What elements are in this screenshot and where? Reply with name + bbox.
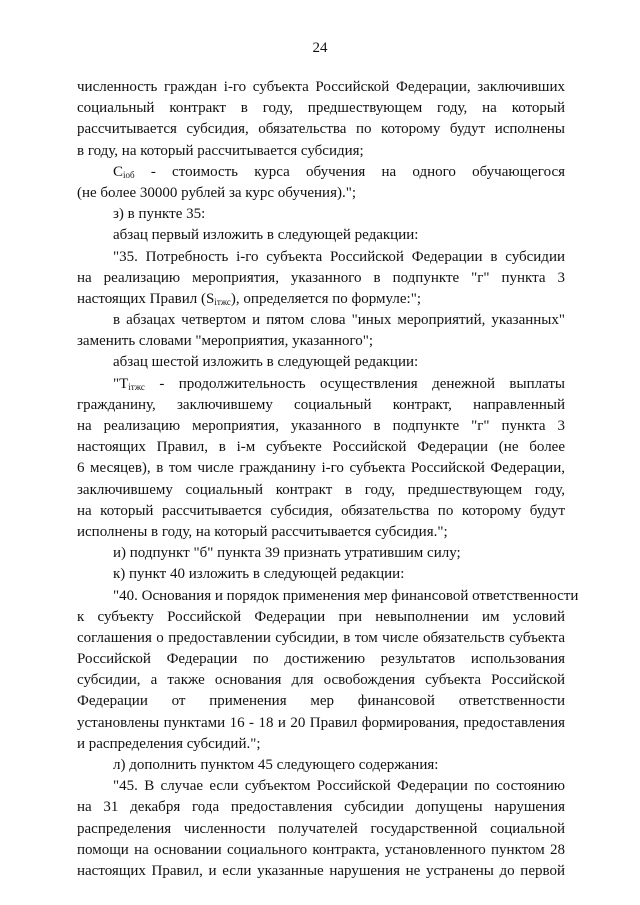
- line-text: абзац шестой изложить в следующей редакции:: [113, 354, 419, 371]
- text-line: [77, 755, 565, 776]
- line-text: настоящих Правил (S: [77, 290, 215, 307]
- line-text: и распределения субсидий.";: [77, 735, 261, 752]
- line-text: "T: [113, 375, 129, 392]
- text-line: [77, 670, 565, 691]
- line-text: настоящих Правил, в i-м субъекте Российской Федерации (не более: [77, 439, 565, 456]
- line-text: исполнены в году, на который рассчитывается субсидия.";: [77, 523, 448, 540]
- text-line: [77, 458, 565, 479]
- line-text: численность граждан i-го субъекта Российской Федерации, заключивших: [77, 79, 565, 95]
- text-line: [77, 522, 565, 543]
- text-line: [77, 501, 565, 522]
- line-text: на 31 декабря года предоставления субсидии допущены нарушения: [77, 799, 565, 816]
- text-line: [77, 797, 565, 818]
- text-line: [77, 204, 565, 225]
- text-line: [77, 819, 565, 840]
- line-text: гражданину, заключившему социальный контракт, направленный: [77, 396, 565, 413]
- text-line: [77, 247, 565, 268]
- text-line: [77, 119, 565, 140]
- line-text: з) в пункте 35:: [113, 206, 206, 223]
- document-body: [77, 77, 579, 882]
- text-line: [77, 734, 565, 755]
- text-line: [77, 543, 565, 564]
- line-text: в абзацах четвертом и пятом слова "иных мероприятий, указанных": [113, 312, 565, 329]
- text-line: [77, 331, 565, 352]
- text-line: [77, 691, 565, 712]
- line-text: "40. Основания и порядок применения мер финансовой ответственности: [113, 587, 579, 604]
- line-text: (не более 30000 рублей за курс обучения).";: [77, 184, 357, 201]
- text-line: [77, 352, 565, 373]
- line-text: установлены пунктами 16 - 18 и 20 Правил формирования, предоставления: [77, 714, 565, 731]
- line-text-continuation: - стоимость курса обучения на одного обучающегося: [134, 163, 565, 180]
- text-line: [77, 713, 565, 734]
- line-text: "35. Потребность i-го субъекта Российской Федерации в субсидии: [113, 248, 565, 265]
- text-line: [77, 416, 565, 437]
- text-line: [77, 374, 565, 395]
- line-text: настоящих Правил, и если указанные нарушения не устранены до первой: [77, 862, 565, 879]
- line-text: и) подпункт "б" пункта 39 признать утратившим силу;: [113, 545, 461, 562]
- line-text: 6 месяцев), в том числе гражданину i-го субъекта Российской Федерации,: [77, 460, 565, 477]
- text-line: [77, 395, 565, 416]
- line-text: на реализацию мероприятия, указанного в подпункте "г" пункта 3: [77, 269, 565, 286]
- text-line: [77, 77, 565, 98]
- text-line: [77, 586, 579, 607]
- line-text: л) дополнить пунктом 45 следующего содержания:: [113, 757, 439, 773]
- line-text: к) пункт 40 изложить в следующей редакции:: [113, 566, 405, 583]
- line-text: Российской Федерации по достижению результатов использования: [77, 651, 565, 668]
- text-line: [77, 607, 565, 628]
- text-line: [77, 98, 565, 119]
- line-text: к субъекту Российской Федерации при невыполнении им условий: [77, 608, 565, 625]
- subscript: iтжс: [128, 381, 145, 392]
- line-text: Федерации от применения мер финансовой ответственности: [77, 693, 565, 710]
- text-line: [77, 628, 565, 649]
- line-text: в году, на который рассчитывается субсидия;: [77, 142, 364, 159]
- text-line: [77, 141, 565, 162]
- subscript: iоб: [123, 169, 135, 180]
- text-line: [77, 268, 565, 289]
- page-number: 24: [312, 40, 328, 56]
- subscript: iтжс: [214, 296, 231, 307]
- line-text: соглашения о предоставлении субсидии, в том числе обязательств субъекта: [77, 629, 565, 646]
- line-text: C: [113, 163, 124, 180]
- line-text: на который рассчитывается субсидия, обязательства по которому будут: [77, 502, 565, 519]
- text-line: [77, 776, 565, 797]
- text-line: [77, 480, 565, 501]
- text-line: [77, 162, 565, 183]
- line-text: распределения численности получателей государственной социальной: [77, 820, 565, 837]
- text-line: [77, 310, 565, 331]
- text-line: [77, 289, 565, 310]
- text-line: [77, 437, 565, 458]
- line-text: субсидии, а также основания для освобождения субъекта Российской: [77, 672, 565, 689]
- line-text: абзац первый изложить в следующей редакции:: [113, 227, 419, 244]
- text-line: [77, 840, 565, 861]
- line-text: рассчитывается субсидия, обязательства по которому будут исполнены: [77, 121, 565, 138]
- line-text: на реализацию мероприятия, указанного в подпункте "г" пункта 3: [77, 418, 565, 434]
- text-line: [77, 564, 565, 585]
- text-line: [77, 225, 565, 246]
- line-text-continuation: ), определяется по формуле:";: [230, 290, 421, 307]
- line-text: помощи на основании социального контракта, установленного пунктом 28: [77, 841, 565, 858]
- text-line: [77, 649, 565, 670]
- line-text: заменить словами "мероприятия, указанного";: [77, 333, 374, 350]
- text-line: [77, 861, 565, 882]
- line-text: социальный контракт в году, предшествующем году, на который: [77, 100, 565, 117]
- line-text-continuation: - продолжительность осуществления денежной выплаты: [144, 375, 565, 392]
- line-text: "45. В случае если субъектом Российской Федерации по состоянию: [113, 778, 565, 795]
- text-line: [77, 183, 565, 204]
- line-text: заключившему социальный контракт в году, предшествующем году,: [77, 481, 565, 498]
